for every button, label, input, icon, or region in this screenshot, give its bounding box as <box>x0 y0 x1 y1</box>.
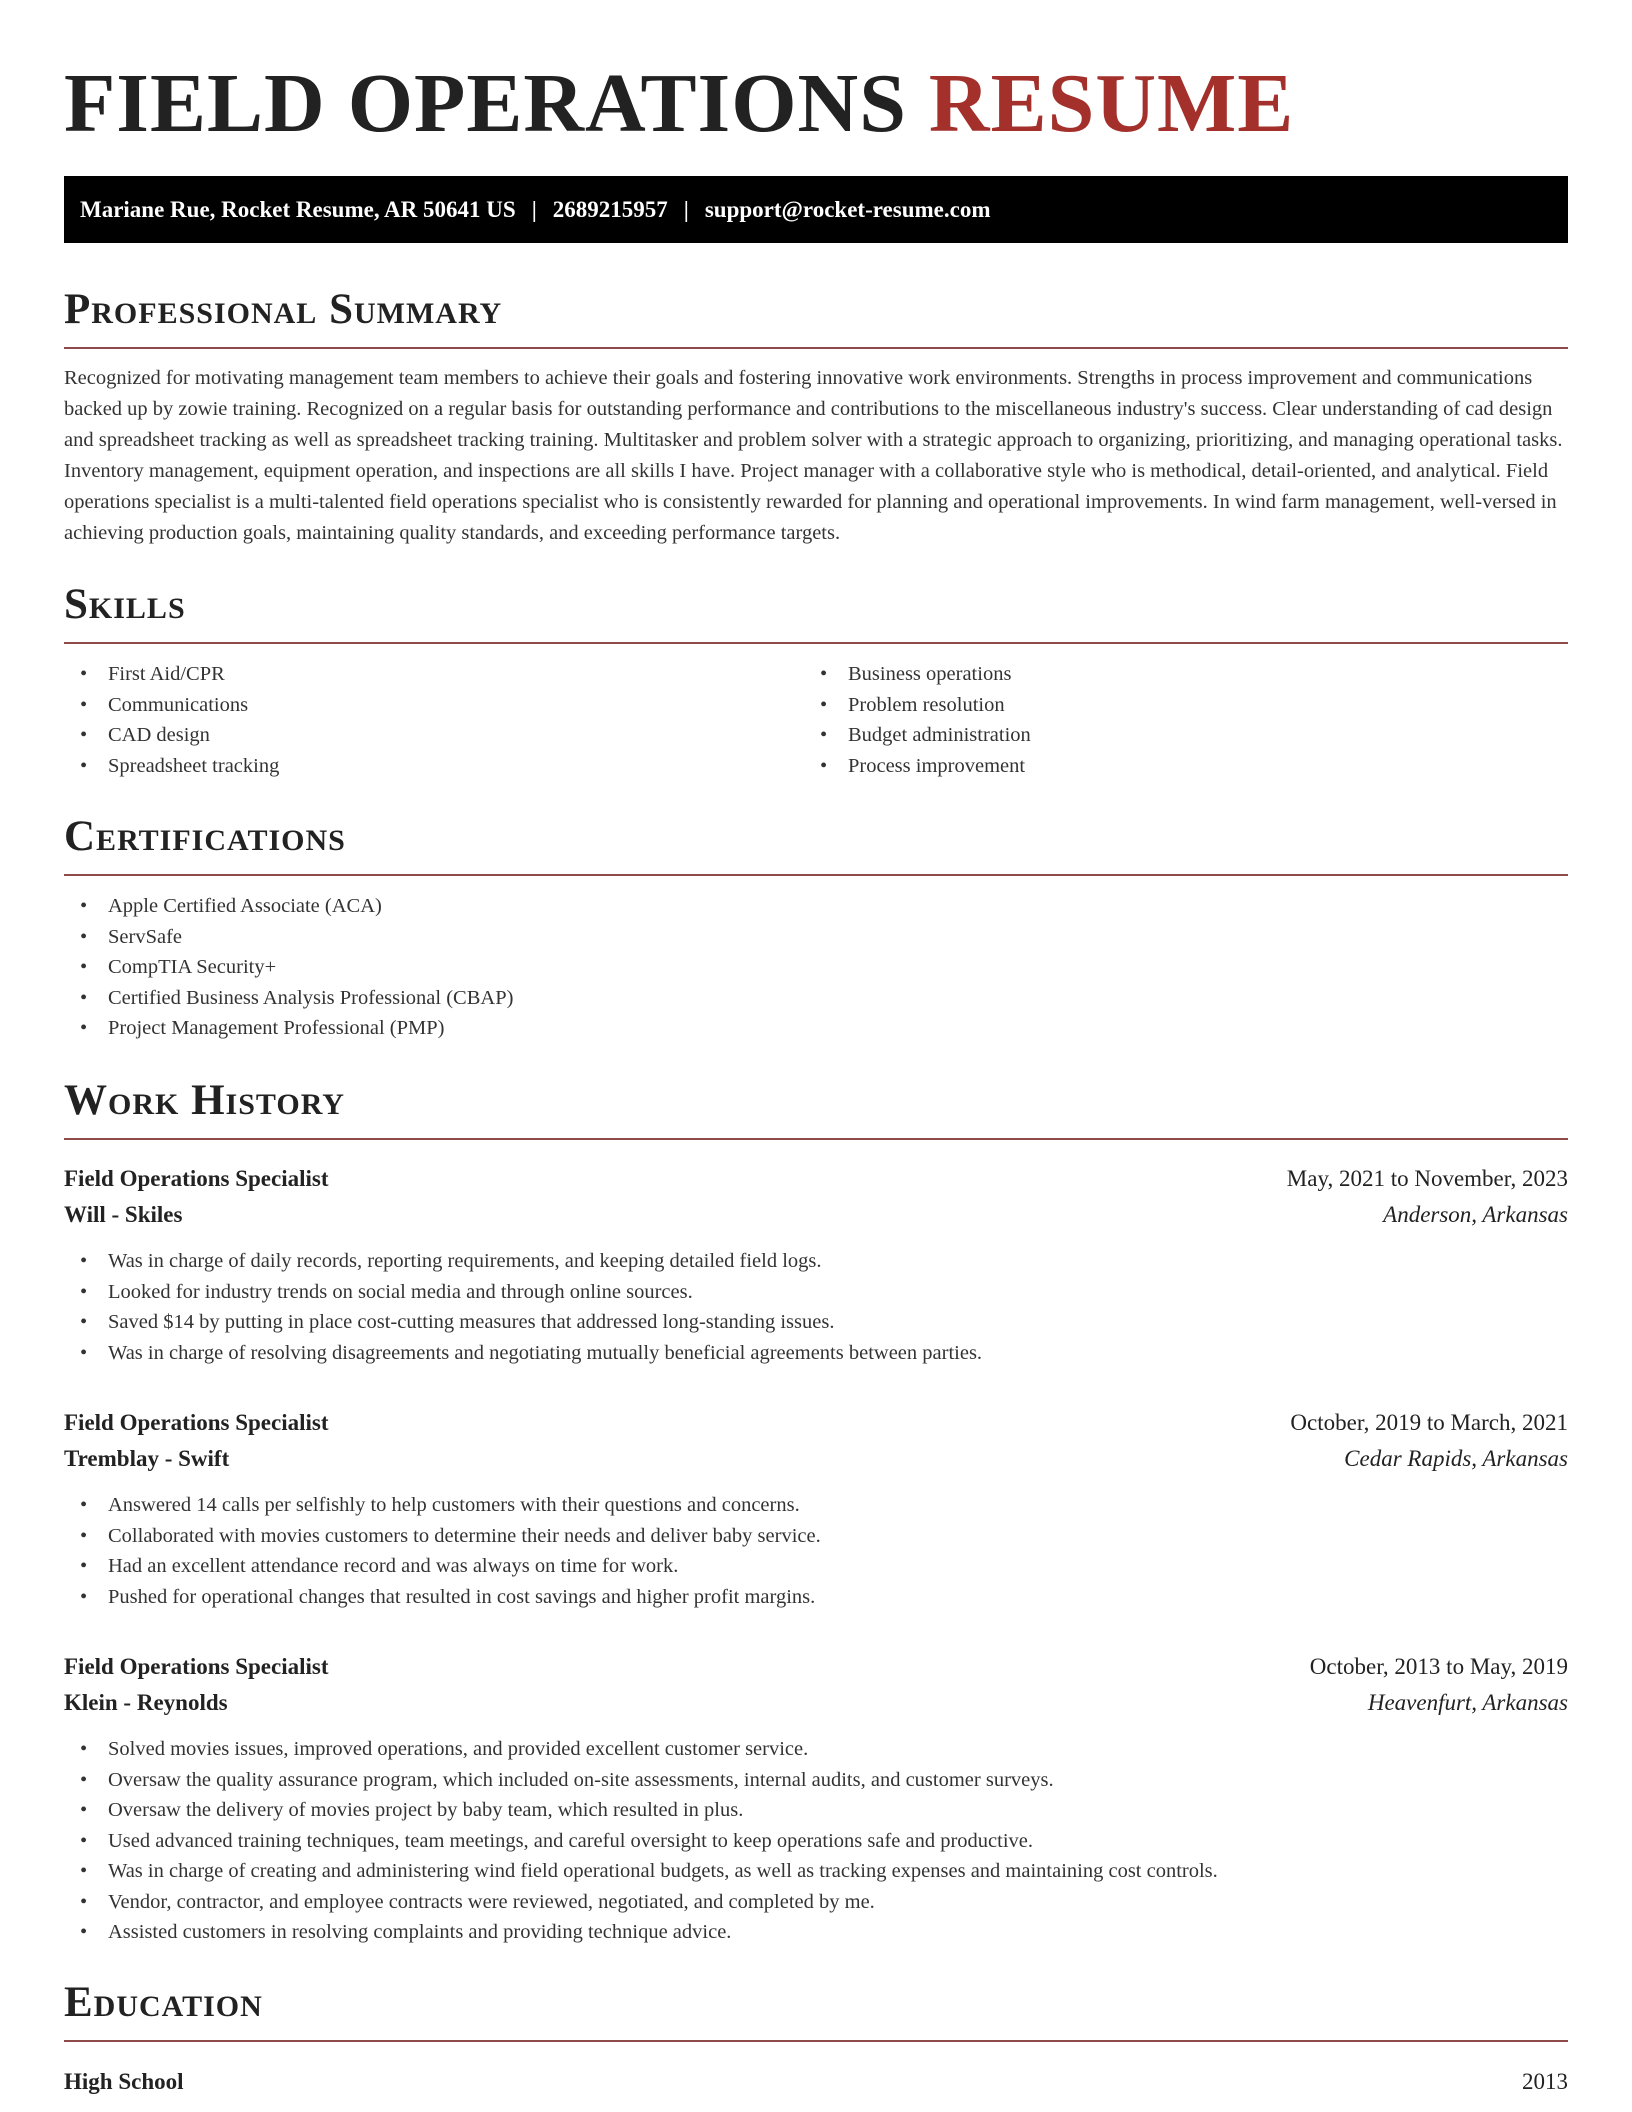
job-location: Heavenfurt, Arkansas <box>1367 1690 1568 1715</box>
job-bullet: • Was in charge of creating and administering wind field operational budgets, as well as tracking expenses and maintaining cost controls. <box>64 1856 1568 1887</box>
certification-item: • CompTIA Security+ <box>64 952 1568 983</box>
job-bullets <box>64 1734 1568 1948</box>
summary-text: Recognized for motivating management team members to achieve their goals and fostering innovative work environments. Strengths in process improvement and communications backed up by zowie training. Recognized on a regular basis for outstanding performance and contributions to the miscellaneous industry's success. Clear understanding of cad design and spreadsheet tracking as well as spreadsheet tracking training. Multitasker and problem solver with a strategic approach to organizing, prioritizing, and managing operational tasks. Inventory management, equipment operation, and inspections are all skills I have. Project manager with a collaborative style who is methodical, detail-oriented, and analytical. Field operations specialist is a multi-talented field operations specialist who is consistently rewarded for planning and operational improvements. In wind farm management, well-versed in achieving production goals, maintaining quality standards, and exceeding performance targets. <box>64 367 1563 544</box>
certification-item: • Apple Certified Associate (ACA) <box>64 891 1568 922</box>
job-bullets <box>64 1246 1568 1368</box>
job-bullet: • Pushed for operational changes that resulted in cost savings and higher profit margins. <box>64 1582 1568 1613</box>
job-bullet: • Looked for industry trends on social media and through online sources. <box>64 1277 1568 1308</box>
contact-address: Mariane Rue, Rocket Resume, AR 50641 US <box>80 196 516 222</box>
certification-item: • Certified Business Analysis Professional (CBAP) <box>64 983 1568 1014</box>
job-company: Klein - Reynolds <box>64 1690 228 1715</box>
skill-item: • Spreadsheet tracking <box>64 751 804 782</box>
job-bullet: • Oversaw the delivery of movies project by baby team, which resulted in plus. <box>64 1795 1568 1826</box>
job-entry <box>64 1161 1568 1368</box>
job-bullet: • Solved movies issues, improved operations, and provided excellent customer service. <box>64 1734 1568 1765</box>
resume-title <box>64 54 1294 154</box>
job-dates: May, 2021 to November, 2023 <box>1286 1166 1568 1191</box>
work-history-section <box>64 1076 1568 1140</box>
job-dates: October, 2019 to March, 2021 <box>1290 1410 1568 1435</box>
resume-title-accent: RESUME <box>928 57 1295 150</box>
job-company-row <box>64 1197 1568 1233</box>
section-heading-certifications: Certifications <box>64 813 346 860</box>
job-bullet: • Was in charge of resolving disagreements and negotiating mutually beneficial agreements between parties. <box>64 1338 1568 1369</box>
certification-item: • ServSafe <box>64 922 1568 953</box>
certifications-list <box>64 891 1568 1044</box>
job-company: Tremblay - Swift <box>64 1446 230 1471</box>
section-divider <box>64 642 1568 644</box>
section-divider <box>64 347 1568 349</box>
resume-title-main: FIELD OPERATIONS <box>64 57 907 150</box>
skills-section <box>64 580 1568 781</box>
certifications-section <box>64 812 1568 1044</box>
skill-item: • Process improvement <box>804 751 1544 782</box>
contact-separator: | <box>683 196 689 222</box>
job-company-row <box>64 1441 1568 1477</box>
contact-separator: | <box>531 196 537 222</box>
skill-item: • Budget administration <box>804 720 1544 751</box>
job-bullet: • Assisted customers in resolving complaints and providing technique advice. <box>64 1917 1568 1948</box>
skills-grid <box>64 659 1568 781</box>
section-divider <box>64 874 1568 876</box>
job-header-row <box>64 1405 1568 1441</box>
education-row <box>64 2064 1568 2100</box>
job-company: Will - Skiles <box>64 1202 183 1227</box>
contact-bar <box>64 176 1568 243</box>
job-bullets <box>64 1490 1568 1612</box>
skill-item: • Communications <box>64 690 804 721</box>
education-degree: High School <box>64 2069 184 2094</box>
job-bullet: • Saved $14 by putting in place cost-cutting measures that addressed long-standing issues. <box>64 1307 1568 1338</box>
skill-item: • CAD design <box>64 720 804 751</box>
section-heading-summary: Professional Summary <box>64 286 503 333</box>
skill-item: • First Aid/CPR <box>64 659 804 690</box>
job-entry <box>64 1405 1568 1612</box>
job-bullet: • Used advanced training techniques, team meetings, and careful oversight to keep operations safe and productive. <box>64 1826 1568 1857</box>
contact-phone: 2689215957 <box>552 196 668 222</box>
section-heading-skills: Skills <box>64 581 186 628</box>
contact-email: support@rocket-resume.com <box>704 196 991 222</box>
job-bullet: • Oversaw the quality assurance program, which included on-site assessments, internal audits, and customer surveys. <box>64 1765 1568 1796</box>
education-year: 2013 <box>1522 2069 1568 2094</box>
section-divider <box>64 2040 1568 2042</box>
skills-list-left <box>64 659 804 781</box>
skills-list-right <box>804 659 1544 781</box>
job-location: Cedar Rapids, Arkansas <box>1344 1446 1568 1471</box>
job-bullet: • Had an excellent attendance record and was always on time for work. <box>64 1551 1568 1582</box>
job-title: Field Operations Specialist <box>64 1166 329 1191</box>
job-bullet: • Collaborated with movies customers to determine their needs and deliver baby service. <box>64 1521 1568 1552</box>
skill-item: • Problem resolution <box>804 690 1544 721</box>
job-company-row <box>64 1685 1568 1721</box>
education-entry <box>64 2064 1568 2100</box>
skill-item: • Business operations <box>804 659 1544 690</box>
summary-section <box>64 285 1568 549</box>
section-heading-education: Education <box>64 1979 263 2026</box>
job-bullet: • Vendor, contractor, and employee contracts were reviewed, negotiated, and completed by me. <box>64 1887 1568 1918</box>
job-title: Field Operations Specialist <box>64 1654 329 1679</box>
job-header-row <box>64 1649 1568 1685</box>
certification-item: • Project Management Professional (PMP) <box>64 1013 1568 1044</box>
job-title: Field Operations Specialist <box>64 1410 329 1435</box>
section-heading-work-history: Work History <box>64 1077 345 1124</box>
section-divider <box>64 1138 1568 1140</box>
job-header-row <box>64 1161 1568 1197</box>
education-section <box>64 1978 1568 2042</box>
job-bullet: • Answered 14 calls per selfishly to help customers with their questions and concerns. <box>64 1490 1568 1521</box>
job-location: Anderson, Arkansas <box>1383 1202 1568 1227</box>
job-bullet: • Was in charge of daily records, reporting requirements, and keeping detailed field logs. <box>64 1246 1568 1277</box>
job-dates: October, 2013 to May, 2019 <box>1309 1654 1568 1679</box>
job-entry <box>64 1649 1568 1948</box>
